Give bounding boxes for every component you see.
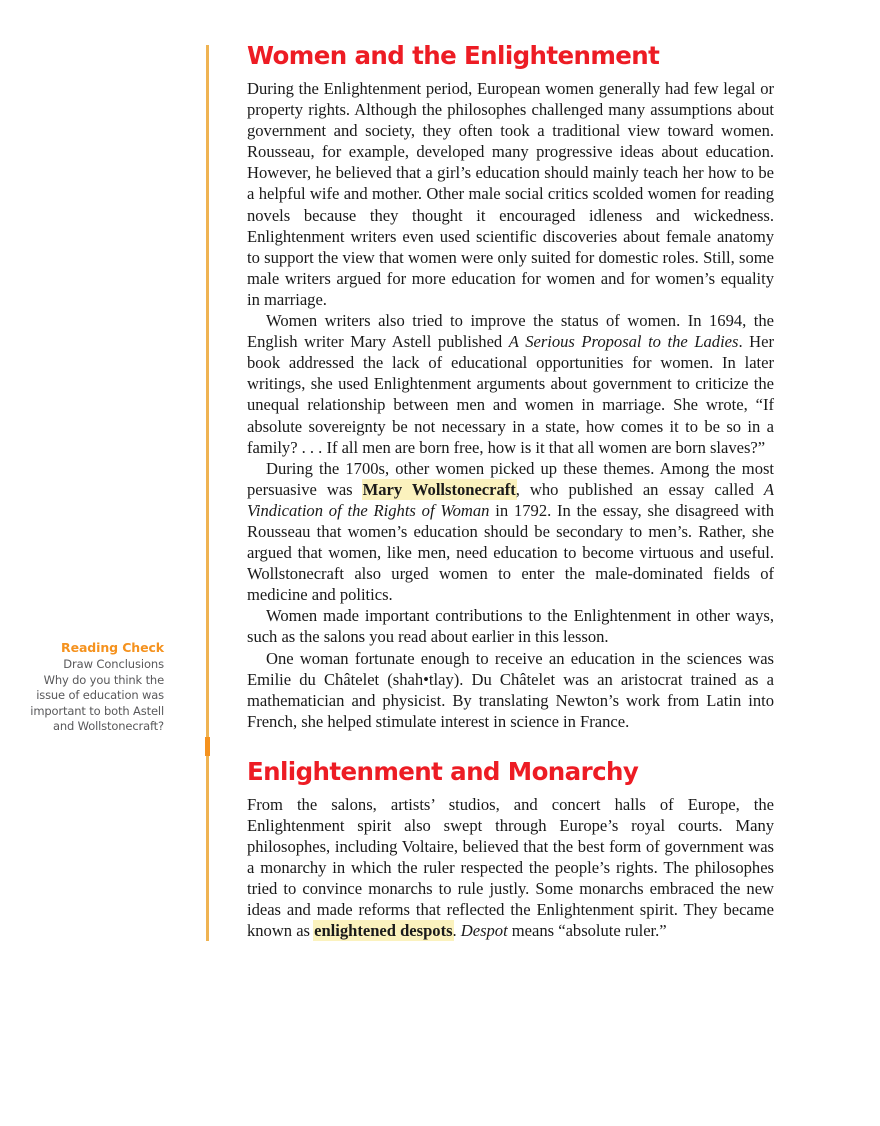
text-run: in 1792. In the essay, she disagreed with Rousseau that women’s education should be secondary to men’s. Rather, she argued that women, like men, need education to become virtuous and useful. Wollstonecraft also urged women to enter the male-dominated fields of medicine and politics. [247,500,774,605]
reading-check-title: Reading Check [61,640,164,655]
text-run: , who published an essay called [515,479,764,499]
text-run: During the Enlightenment period, European women generally had few legal or property rights. Although the philosophes challenged many assumptions about government and society, they often took a traditional view toward women. Rousseau, for example, developed many progressive ideas about education. However, he believed that a girl’s education should mainly teach her how to be a helpful wife and mother. Other male social critics scolded women for reading novels because they thought it encouraged idleness and wickedness. Enlightenment writers even used scientific discoveries about female anatomy to support the view that women were only suited for domestic roles. Still, some male writers argued for more education for women and for women’s equality in marriage. [247,79,774,309]
reading-check-subtitle: Draw Conclusions [63,657,164,671]
text-run: . [452,921,461,941]
italic-title: A Serious Proposal to the Ladies [508,332,739,352]
body-paragraph [247,458,774,606]
reading-check-note [30,640,164,735]
text-run: During the 1700s, other women picked up these themes. Among the most persuasive was [247,458,774,499]
section-heading: Women and the Enlightenment [247,41,660,70]
body-paragraph [247,310,774,458]
margin-rule-tick [205,737,211,756]
italic-title: A Vindication of the Rights of Woman [247,479,774,520]
article-body [247,42,774,942]
reading-check-question: Why do you think the issue of education was important to both Astell and Wollstonecraft? [30,672,164,733]
italic-title: Despot [460,921,508,941]
text-run: One woman fortunate enough to receive an education in the sciences was Emilie du Châtelet (shah•tlay). Du Châtelet was an aristocrat trained as a mathematician and physicist. By translating Newton’s work from Latin into French, she helped stimulate interest in science in France. [247,648,774,731]
body-paragraph [247,78,774,310]
body-paragraph [247,648,774,732]
text-run: means “absolute ruler.” [507,921,667,941]
margin-rule [206,45,209,941]
key-term: enlightened despots [314,921,453,941]
text-run: Women made important contributions to the Enlightenment in other ways, such as the salons you read about earlier in this lesson. [247,606,774,647]
text-run: Women writers also tried to improve the status of women. In 1694, the English writer Mary Astell published [247,311,774,352]
text-run: From the salons, artists’ studios, and concert halls of Europe, the Enlightenment spirit also swept through Europe’s royal courts. Many philosophes, including Voltaire, believed that the best form of government was a monarchy in which the ruler respected the people’s rights. The philosophes tried to convince monarchs to rule justly. Some monarchs embraced the new ideas and made reforms that reflected the Enlightenment spirit. They became known as [247,794,774,941]
text-run: . Her book addressed the lack of educational opportunities for women. In later writings, she used Enlightenment arguments about government to criticize the unequal relationship between men and women in marriage. She wrote, “If absolute sovereignty be not necessary in a state, how comes it to be so in a family? . . . If all men are born free, how is it that all women are born slaves?” [247,332,774,457]
body-paragraph [247,794,774,942]
section-heading: Enlightenment and Monarchy [247,756,639,786]
key-term: Mary Wollstonecraft [362,479,516,499]
body-paragraph [247,605,774,647]
